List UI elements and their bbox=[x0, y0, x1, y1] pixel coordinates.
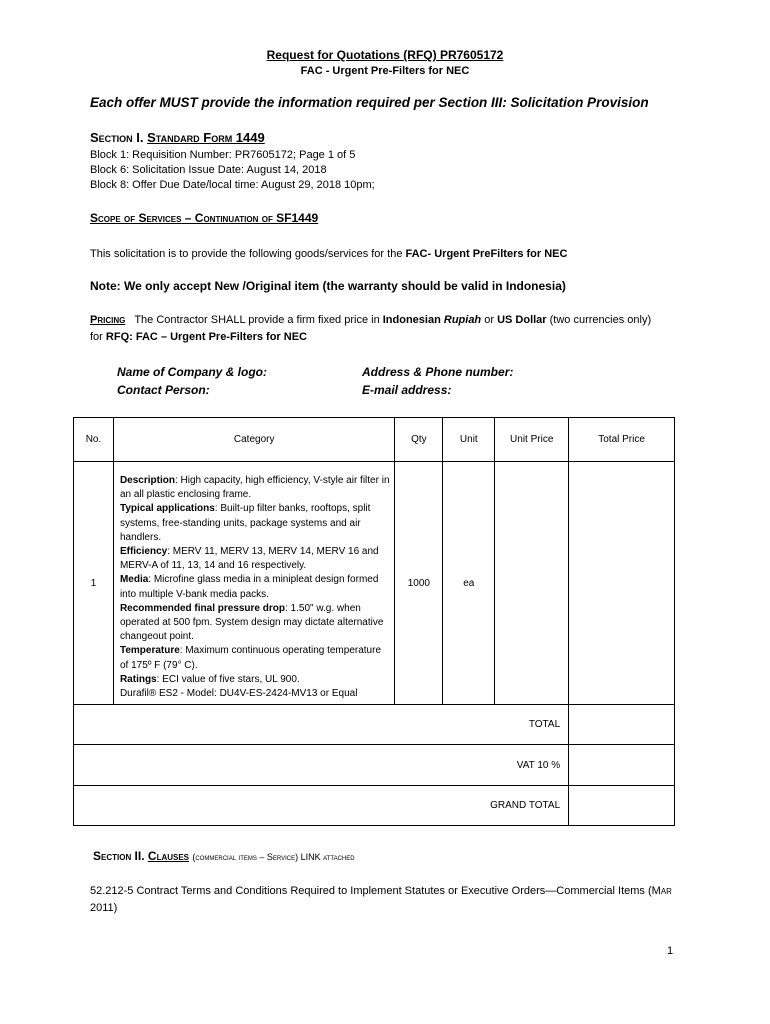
desc-line: Description: High capacity, high efficiency, V-style air filter in an all plastic enclosing frame. bbox=[119, 475, 390, 501]
desc-line: Durafil® ES2 - Model: DU4V-ES-2424-MV13 or Equal bbox=[119, 688, 358, 700]
clause-text: 52.212-5 Contract Terms and Conditions Required to Implement Statutes or Executive Orders—Commercial Items ( bbox=[90, 885, 652, 897]
pricing-rfq: RFQ: FAC – Urgent Pre-Filters for NEC bbox=[105, 331, 307, 343]
row-unit: ea bbox=[443, 462, 495, 705]
header-no: No. bbox=[74, 418, 114, 462]
currency-rupiah-b: Rupiah bbox=[443, 314, 482, 326]
scope-bold-text: FAC- Urgent PreFilters for NEC bbox=[405, 248, 568, 260]
pricing-text-3: (two currencies only) bbox=[546, 314, 652, 326]
grand-total-label: GRAND TOTAL bbox=[74, 786, 569, 826]
section-2-note: (commercial items – Service) LINK attached bbox=[192, 852, 355, 862]
section-2-heading bbox=[93, 849, 355, 863]
clause-date: Mar 2011 bbox=[90, 885, 672, 914]
pricing-text-2: or bbox=[481, 314, 498, 326]
desc-line: Efficiency: MERV 11, MERV 13, MERV 14, MERV 16 and MERV-A of 11, 13, 14 and 16 respectively. bbox=[119, 546, 379, 572]
section-2-title: Clauses bbox=[147, 849, 190, 863]
vat-row bbox=[74, 745, 675, 786]
contact-person-label: Contact Person: bbox=[117, 383, 210, 397]
block-8-line: Block 8: Offer Due Date/local time: August 29, 2018 10pm; bbox=[90, 179, 375, 191]
section-1-label: Section I. bbox=[90, 130, 144, 145]
currency-usd: US Dollar bbox=[497, 314, 547, 326]
total-value bbox=[569, 705, 675, 745]
pricing-text-1: The Contractor SHALL provide a firm fixed price in bbox=[134, 314, 383, 326]
section-1-title: Standard Form 1449 bbox=[147, 130, 265, 145]
scope-text: This solicitation is to provide the following goods/services for the bbox=[90, 248, 406, 260]
header-category: Category bbox=[113, 418, 394, 462]
pricing-text-4: for bbox=[90, 331, 106, 343]
section-1-heading bbox=[90, 130, 265, 145]
clause-paragraph: 52.212-5 Contract Terms and Conditions Required to Implement Statutes or Executive Orders—Commercial Items (Mar 2011) bbox=[90, 885, 672, 914]
currency-rupiah-a: Indonesian bbox=[382, 314, 444, 326]
row-description bbox=[113, 462, 394, 705]
desc-line: Temperature: Maximum continuous operating temperature of 175º F (79° C). bbox=[119, 645, 382, 671]
block-1-line: Block 1: Requisition Number: PR7605172; Page 1 of 5 bbox=[90, 149, 356, 161]
row-qty: 1000 bbox=[395, 462, 443, 705]
grand-total-row bbox=[74, 786, 675, 826]
items-table bbox=[73, 417, 675, 826]
company-name-label: Name of Company & logo: bbox=[117, 365, 268, 379]
header-total-price: Total Price bbox=[569, 418, 675, 462]
header-qty: Qty bbox=[395, 418, 443, 462]
scope-paragraph bbox=[90, 248, 567, 260]
email-label: E-mail address: bbox=[362, 383, 452, 397]
header-unit: Unit bbox=[443, 418, 495, 462]
desc-line: Recommended final pressure drop: 1.50" w.g. when operated at 500 fpm. System design may dictate alternative changeout point. bbox=[119, 602, 384, 643]
grand-total-value bbox=[569, 786, 675, 826]
row-no: 1 bbox=[74, 462, 114, 705]
page-number: 1 bbox=[667, 945, 674, 957]
row-unit-price bbox=[495, 462, 569, 705]
vat-label: VAT 10 % bbox=[74, 745, 569, 786]
document-title: Request for Quotations (RFQ) PR7605172 bbox=[266, 48, 504, 62]
row-total-price bbox=[569, 462, 675, 705]
desc-line: Media: Microfine glass media in a minipleat design formed into multiple V-bank media packs. bbox=[119, 574, 379, 600]
headline: Each offer MUST provide the information required per Section III: Solicitation Provision bbox=[90, 95, 649, 110]
desc-line: Typical applications: Built-up filter banks, rooftops, split systems, free-standing units, package systems and air handlers. bbox=[119, 503, 371, 543]
table-header-row bbox=[74, 418, 675, 462]
warranty-note: Note: We only accept New /Original item (the warranty should be valid in Indonesia) bbox=[90, 279, 566, 293]
total-row bbox=[74, 705, 675, 745]
address-phone-label: Address & Phone number: bbox=[362, 365, 514, 379]
block-6-line: Block 6: Solicitation Issue Date: August 14, 2018 bbox=[90, 164, 327, 176]
scope-heading: Scope of Services – Continuation of SF1449 bbox=[90, 211, 319, 225]
pricing-label: Pricing bbox=[90, 314, 126, 326]
document-subtitle: FAC - Urgent Pre-Filters for NEC bbox=[300, 65, 470, 77]
pricing-paragraph bbox=[90, 312, 690, 346]
total-label: TOTAL bbox=[74, 705, 569, 745]
vat-value bbox=[569, 745, 675, 786]
table-row bbox=[74, 462, 675, 705]
desc-line: Ratings: ECI value of five stars, UL 900. bbox=[119, 673, 300, 685]
section-2-label: Section II. bbox=[93, 849, 145, 863]
header-unit-price: Unit Price bbox=[495, 418, 569, 462]
